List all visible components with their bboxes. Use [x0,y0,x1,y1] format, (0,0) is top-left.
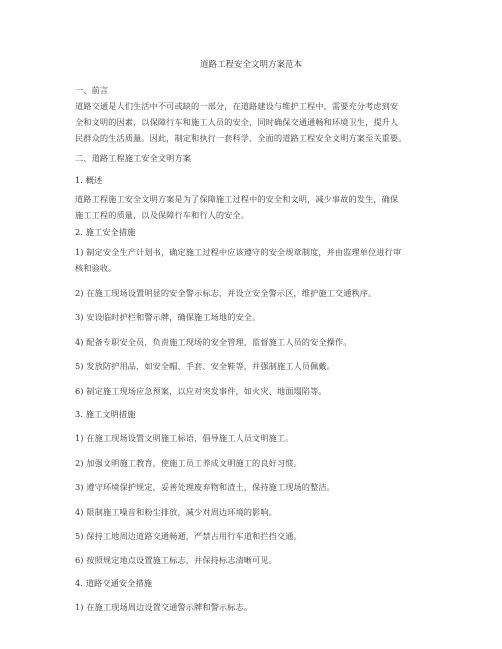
list-item-safety-3: 3) 安设临时护栏和警示牌，确保施工场地的安全。 [75,312,261,322]
list-item-safety-1 [75,244,437,276]
paragraph-preface [75,98,437,146]
list-item-civil-2: 2) 加强文明施工教育，使施工员工养成文明施工的良好习惯。 [75,458,302,468]
list-item-civil-5: 5) 保持工地周边道路交通畅通，严禁占用行车道和拦挡交通。 [75,531,302,541]
list-item-safety-2: 2) 在施工现场设置明显的安全警示标志，并设立安全警示区，维护施工交通秩序。 [75,288,377,298]
list-item-safety-4: 4) 配备专职安全员，负责施工现场的安全管理，监督施工人员的安全操作。 [75,337,352,347]
subheading-traffic-measures: 4. 道路交通安全措施 [75,578,153,588]
paragraph-line: 施工工程的质量，以及保障行车和行人的安全。 [75,210,250,220]
paragraph-line: 民群众的生活质量。因此，制定和执行一套科学、全面的道路工程安全文明方案至关重要。 [75,133,407,143]
paragraph-line: 道路交通是人们生活中不可或缺的一部分，在道路建设与维护工程中，需要充分考虑到安 [75,101,399,111]
list-item-civil-6: 6) 按照规定地点设置施工标志，并保持标志清晰可见。 [75,555,277,565]
list-item-civil-4: 4) 限制施工噪音和粉尘排放，减少对周边环境的影响。 [75,507,277,517]
paragraph-overview [75,191,437,223]
section-heading-plan: 二、道路工程施工安全文明方案 [75,153,192,163]
document-title: 道路工程安全文明方案范本 [199,60,302,70]
subheading-safety-measures: 2. 施工安全措施 [75,227,136,237]
list-item-traffic-1: 1) 在施工现场周边设置交通警示牌和警示标志。 [75,602,253,612]
list-item-civil-1: 1) 在施工现场设置文明施工标语，倡导施工人员文明施工。 [75,433,294,443]
subheading-overview: 1. 概述 [75,175,103,185]
paragraph-line: 全和文明的因素，以保障行车和施工人员的安全，同时确保交通通畅和环境卫生，提升人 [75,117,399,127]
list-item-civil-3: 3) 遵守环境保护规定，妥善处理废弃物和渣土，保持施工现场的整洁。 [75,482,335,492]
list-item-safety-6: 6) 制定施工现场应急预案，以应对突发事件，如火灾、地面塌陷等。 [75,386,327,396]
subheading-civil-measures: 3. 施工文明措施 [75,409,136,419]
section-heading-preface: 一、前言 [75,85,109,95]
list-item-line: 1) 制定安全生产计划书，确定施工过程中应该遵守的安全规章制度，并由监理单位进行审 [75,247,402,257]
list-item-safety-5: 5) 发放防护用品，如安全帽、手套、安全鞋等，并强制施工人员佩戴。 [75,361,335,371]
paragraph-line: 道路工程施工安全文明方案是为了保障施工过程中的安全和文明，减少事故的发生，确保 [75,194,399,204]
list-item-line: 核和验收。 [75,263,117,273]
